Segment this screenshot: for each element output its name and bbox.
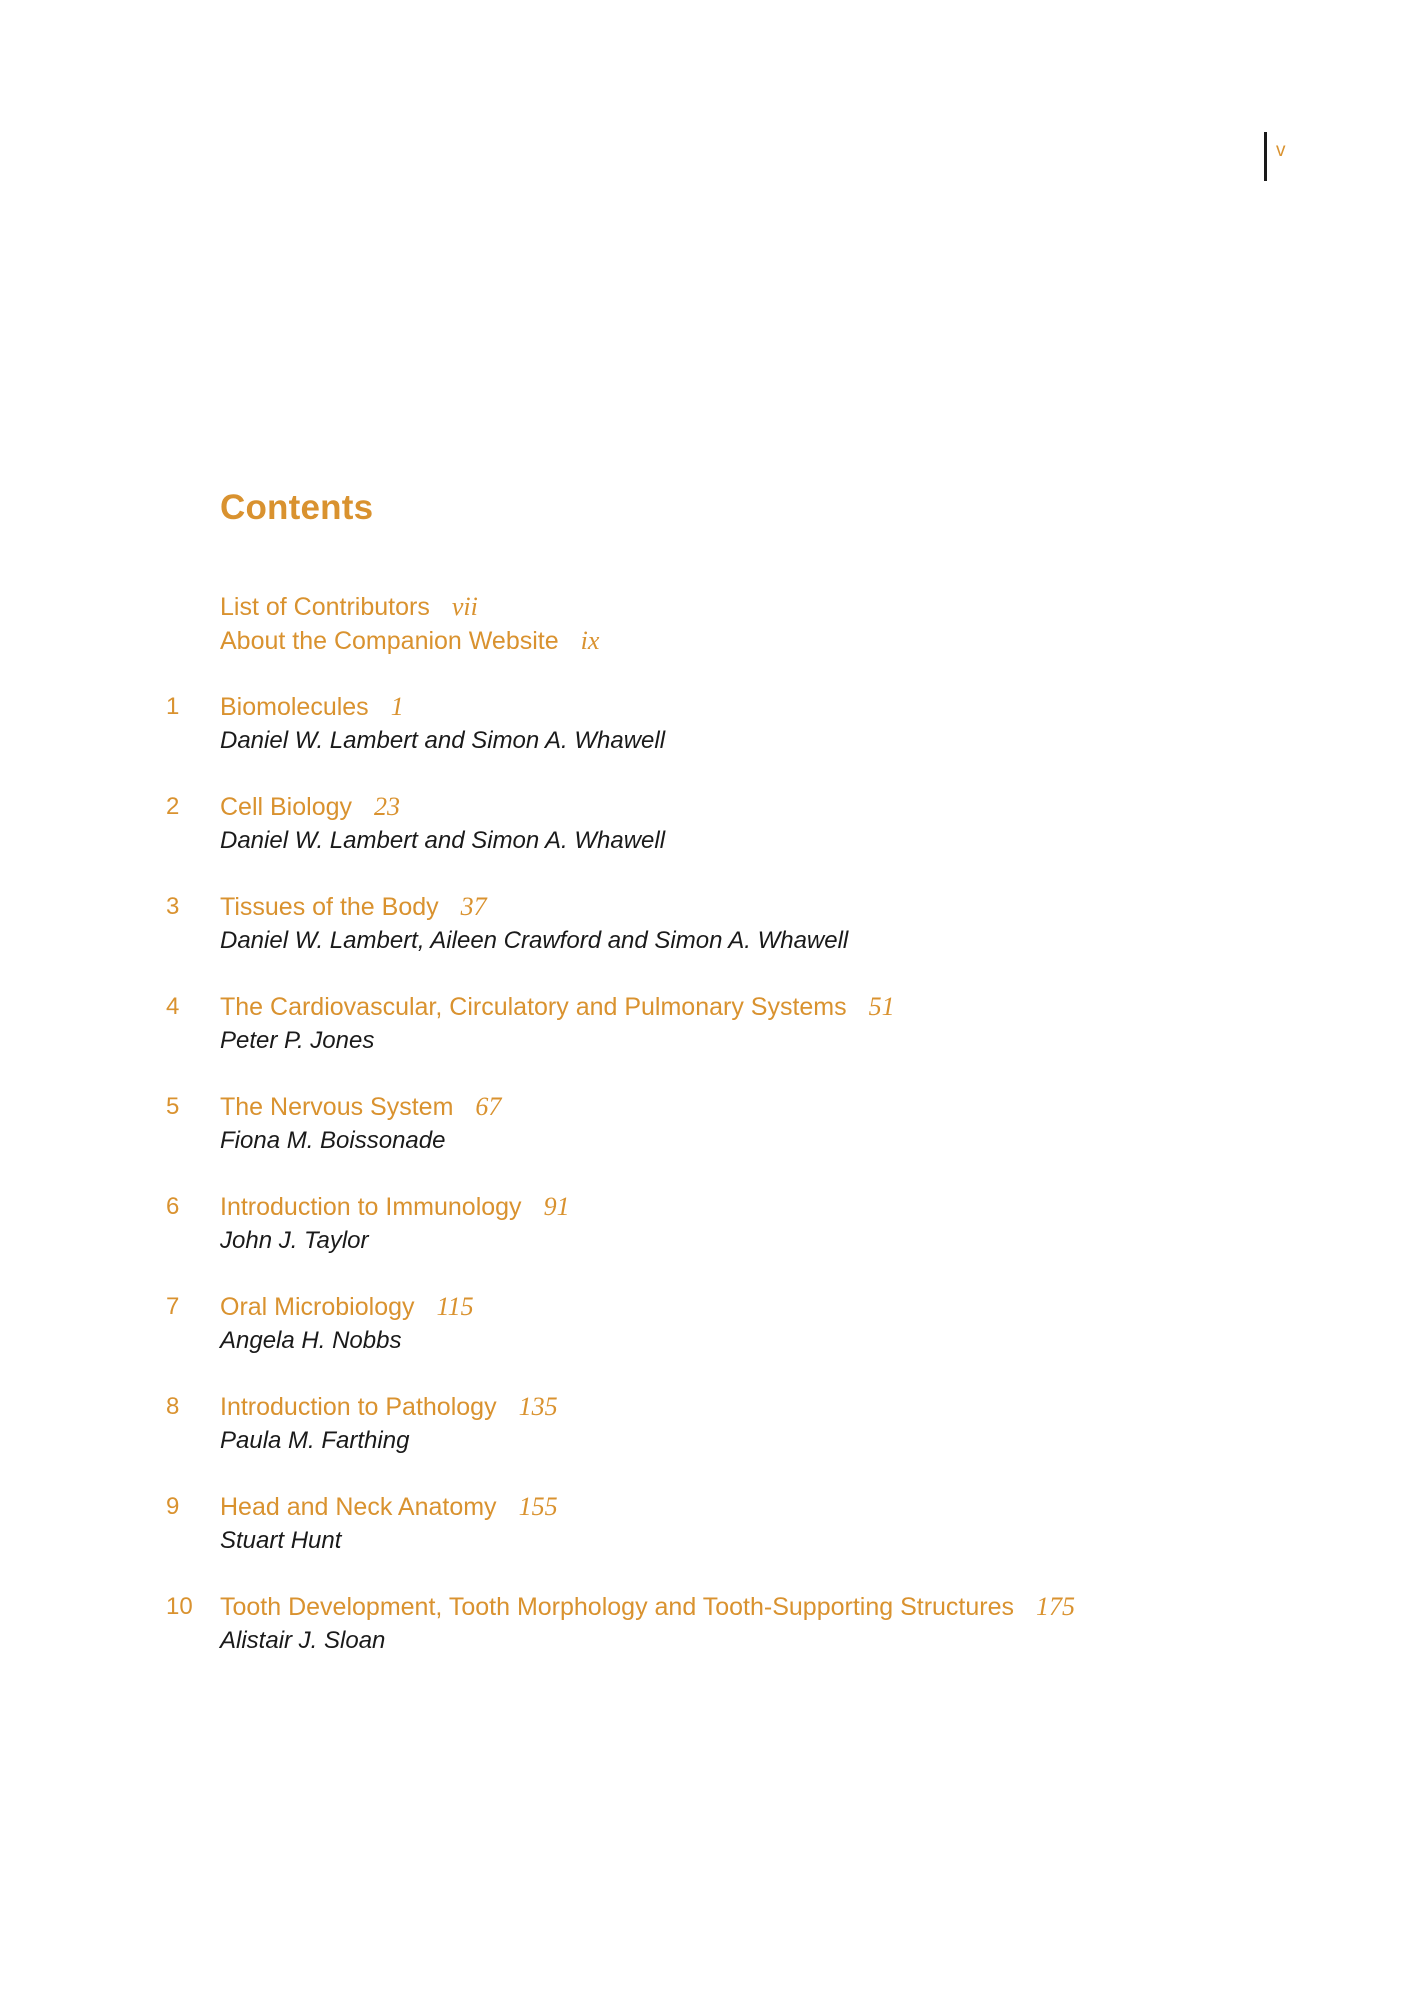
chapter-authors: Alistair J. Sloan [220, 1627, 386, 1654]
chapter-page: 175 [1036, 1592, 1076, 1621]
chapter-page: 37 [460, 892, 487, 921]
chapter-page: 91 [543, 1192, 570, 1221]
chapter-list [0, 690, 1402, 1690]
chapter-number: 9 [166, 1493, 180, 1520]
chapter-page: 1 [390, 692, 404, 721]
chapter-page: 115 [436, 1292, 474, 1321]
chapter-entry[interactable] [0, 790, 1402, 890]
chapter-entry[interactable] [0, 1490, 1402, 1590]
chapter-entry[interactable] [0, 1090, 1402, 1190]
chapter-entry[interactable] [0, 1590, 1402, 1690]
chapter-authors: Daniel W. Lambert and Simon A. Whawell [220, 827, 666, 854]
chapter-page: 67 [475, 1092, 502, 1121]
chapter-entry[interactable] [0, 690, 1402, 790]
chapter-title[interactable]: Tissues of the Body [220, 893, 439, 921]
chapter-number: 8 [166, 1393, 180, 1420]
chapter-number: 2 [166, 793, 180, 820]
chapter-title[interactable]: Biomolecules [220, 693, 369, 721]
chapter-authors: Stuart Hunt [220, 1527, 342, 1554]
chapter-title[interactable]: Introduction to Pathology [220, 1393, 497, 1421]
chapter-entry[interactable] [0, 1190, 1402, 1290]
chapter-number: 3 [166, 893, 180, 920]
page-marker-rule [1264, 132, 1267, 181]
chapter-number: 7 [166, 1293, 180, 1320]
chapter-title[interactable]: Oral Microbiology [220, 1293, 415, 1321]
chapter-entry[interactable] [0, 890, 1402, 990]
chapter-title[interactable]: The Nervous System [220, 1093, 454, 1121]
front-matter-title[interactable]: List of Contributors [220, 593, 430, 621]
chapter-title[interactable]: Introduction to Immunology [220, 1193, 522, 1221]
front-matter-item[interactable] [220, 590, 478, 624]
chapter-page: 135 [518, 1392, 558, 1421]
front-matter-title[interactable]: About the Companion Website [220, 627, 559, 655]
front-matter-page: vii [451, 592, 478, 621]
chapter-page: 51 [868, 992, 895, 1021]
chapter-title[interactable]: Tooth Development, Tooth Morphology and Tooth-Supporting Structures [220, 1593, 1015, 1621]
chapter-number: 5 [166, 1093, 180, 1120]
chapter-number: 6 [166, 1193, 180, 1220]
chapter-authors: Daniel W. Lambert, Aileen Crawford and Simon A. Whawell [220, 927, 849, 954]
chapter-number: 10 [166, 1593, 193, 1620]
front-matter-item[interactable] [220, 624, 599, 658]
contents-heading: Contents [220, 488, 374, 527]
chapter-entry[interactable] [0, 990, 1402, 1090]
page-number: v [1276, 140, 1286, 161]
chapter-number: 1 [166, 693, 180, 720]
chapter-number: 4 [166, 993, 180, 1020]
chapter-authors: John J. Taylor [220, 1227, 369, 1254]
chapter-authors: Peter P. Jones [220, 1027, 375, 1054]
chapter-title[interactable]: Head and Neck Anatomy [220, 1493, 497, 1521]
front-matter-page: ix [580, 626, 600, 655]
chapter-authors: Fiona M. Boissonade [220, 1127, 446, 1154]
chapter-authors: Angela H. Nobbs [220, 1327, 402, 1354]
chapter-page: 155 [518, 1492, 558, 1521]
chapter-authors: Paula M. Farthing [220, 1427, 410, 1454]
chapter-title[interactable]: Cell Biology [220, 793, 353, 821]
chapter-title[interactable]: The Cardiovascular, Circulatory and Pulmonary Systems [220, 993, 847, 1021]
chapter-authors: Daniel W. Lambert and Simon A. Whawell [220, 727, 666, 754]
chapter-entry[interactable] [0, 1290, 1402, 1390]
chapter-entry[interactable] [0, 1390, 1402, 1490]
chapter-page: 23 [374, 792, 401, 821]
